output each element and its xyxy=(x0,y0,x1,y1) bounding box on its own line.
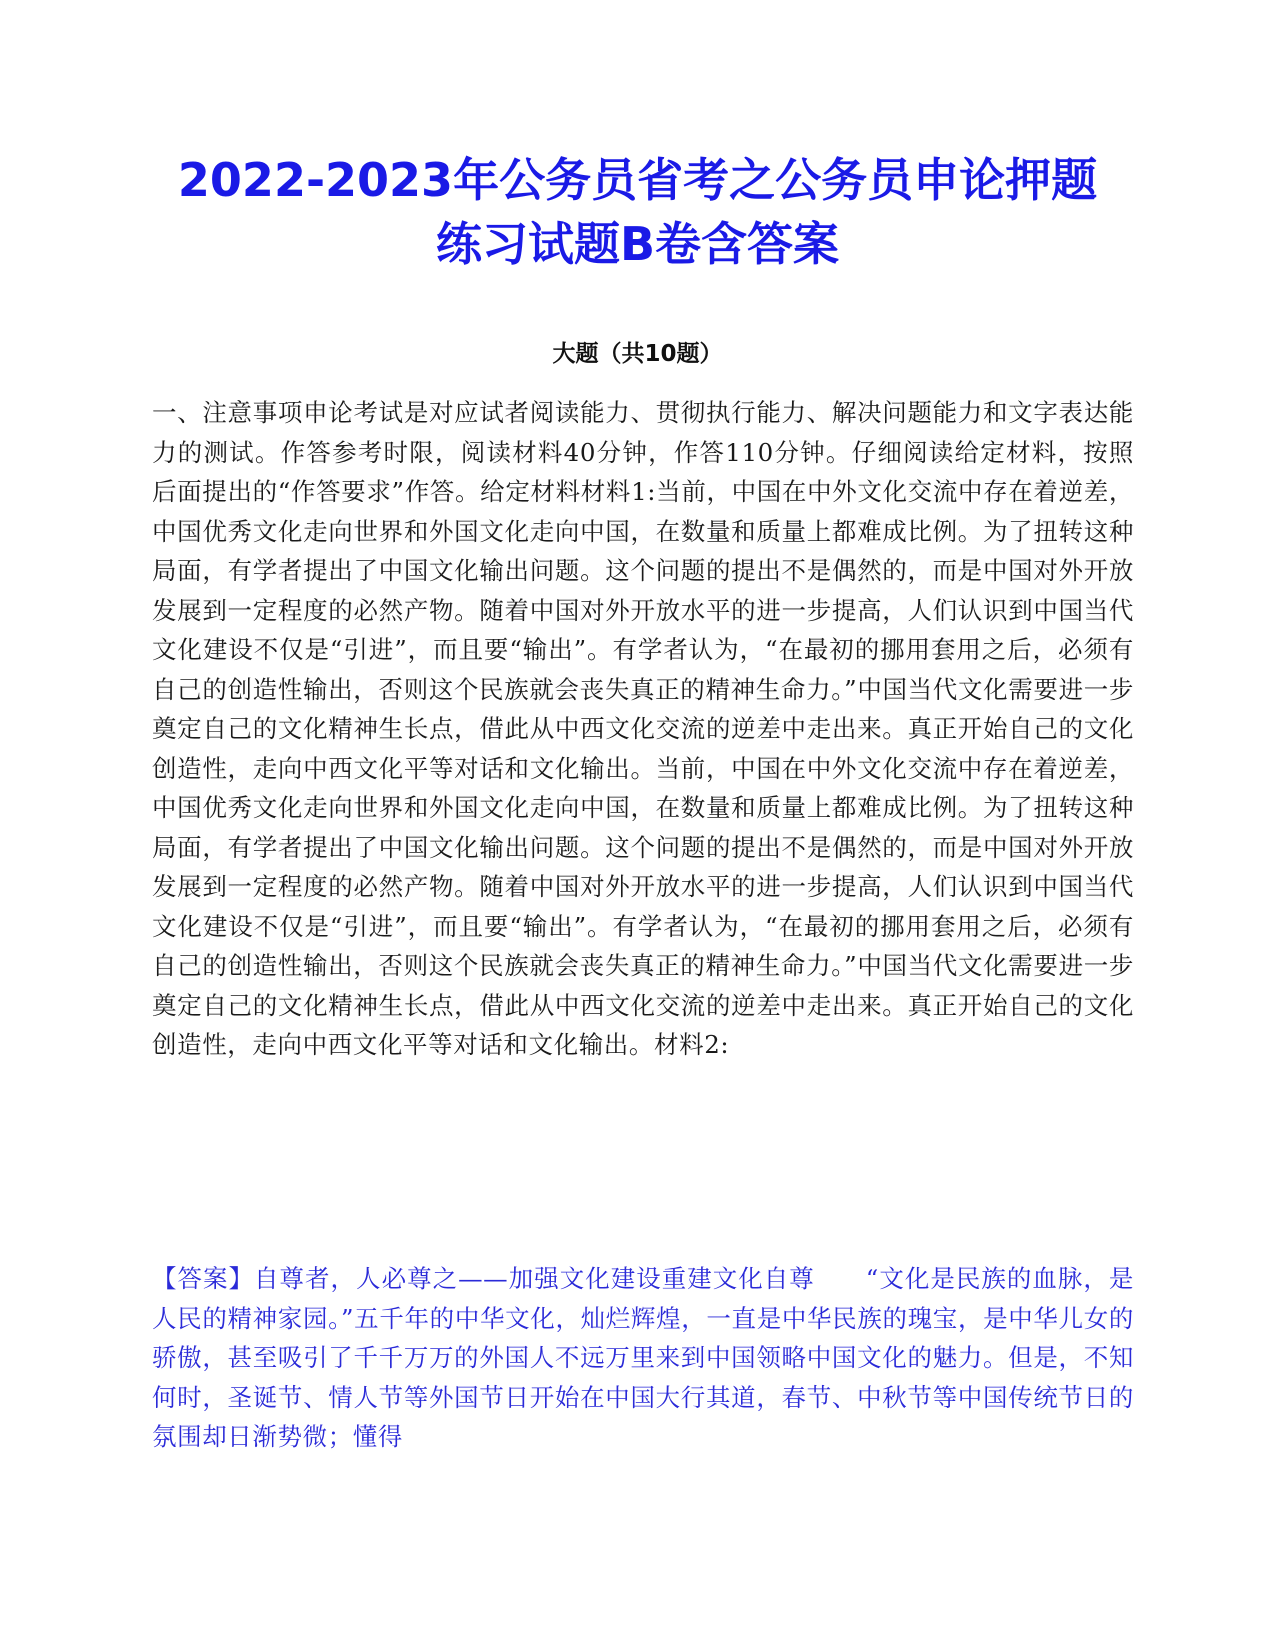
answer-label: 【答案】 xyxy=(152,1264,255,1293)
section-heading: 大题（共10题） xyxy=(552,341,723,367)
answer-text: 自尊者，人必尊之——加强文化建设重建文化自尊 “文化是民族的血脉，是人民的精神家园。”五千年的中华文化，灿烂辉煌，一直是中华民族的瑰宝，是中华儿女的骄傲，甚至吸引了千千万万的外国人不远万里来到中国领略中国文化的魅力。但是，不知何时，圣诞节、情人节等外国节日开始在中国大行其道，春节、中秋节等中国传统节日的氛围却日渐势微；懂得 xyxy=(152,1264,1134,1451)
question-1-text: 一、注意事项申论考试是对应试者阅读能力、贯彻执行能力、解决问题能力和文字表达能力的测试。作答参考时限，阅读材料40分钟，作答110分钟。仔细阅读给定材料，按照后面提出的“作答要求”作答。给定材料材料1:当前，中国在中外文化交流中存在着逆差，中国优秀文化走向世界和外国文化走向中国，在数量和质量上都难成比例。为了扭转这种局面，有学者提出了中国文化输出问题。这个问题的提出不是偶然的，而是中国对外开放发展到一定程度的必然产物。随着中国对外开放水平的进一步提高，人们认识到中国当代文化建设不仅是“引进”，而且要“输出”。有学者认为，“在最初的挪用套用之后，必须有自己的创造性输出，否则这个民族就会丧失真正的精神生命力。”中国当代文化需要进一步奠定自己的文化精神生长点，借此从中西文化交流的逆差中走出来。真正开始自己的文化创造性，走向中西文化平等对话和文化输出。当前，中国在中外文化交流中存在着逆差，中国优秀文化走向世界和外国文化走向中国，在数量和质量上都难成比例。为了扭转这种局面，有学者提出了中国文化输出问题。这个问题的提出不是偶然的，而是中国对外开放发展到一定程度的必然产物。随着中国对外开放水平的进一步提高，人们认识到中国当代文化建设不仅是“引进”，而且要“输出”。有学者认为，“在最初的挪用套用之后，必须有自己的创造性输出，否则这个民族就会丧失真正的精神生命力。”中国当代文化需要进一步奠定自己的文化精神生长点，借此从中西文化交流的逆差中走出来。真正开始自己的文化创造性，走向中西文化平等对话和文化输出。材料2: xyxy=(152,398,1134,1059)
document-title xyxy=(120,148,1155,276)
question-1-answer xyxy=(152,1259,1134,1457)
document-title-line-2: 练习试题B卷含答案 xyxy=(435,217,840,271)
document-title-line-1: 2022-2023年公务员省考之公务员申论押题 xyxy=(177,153,1098,207)
